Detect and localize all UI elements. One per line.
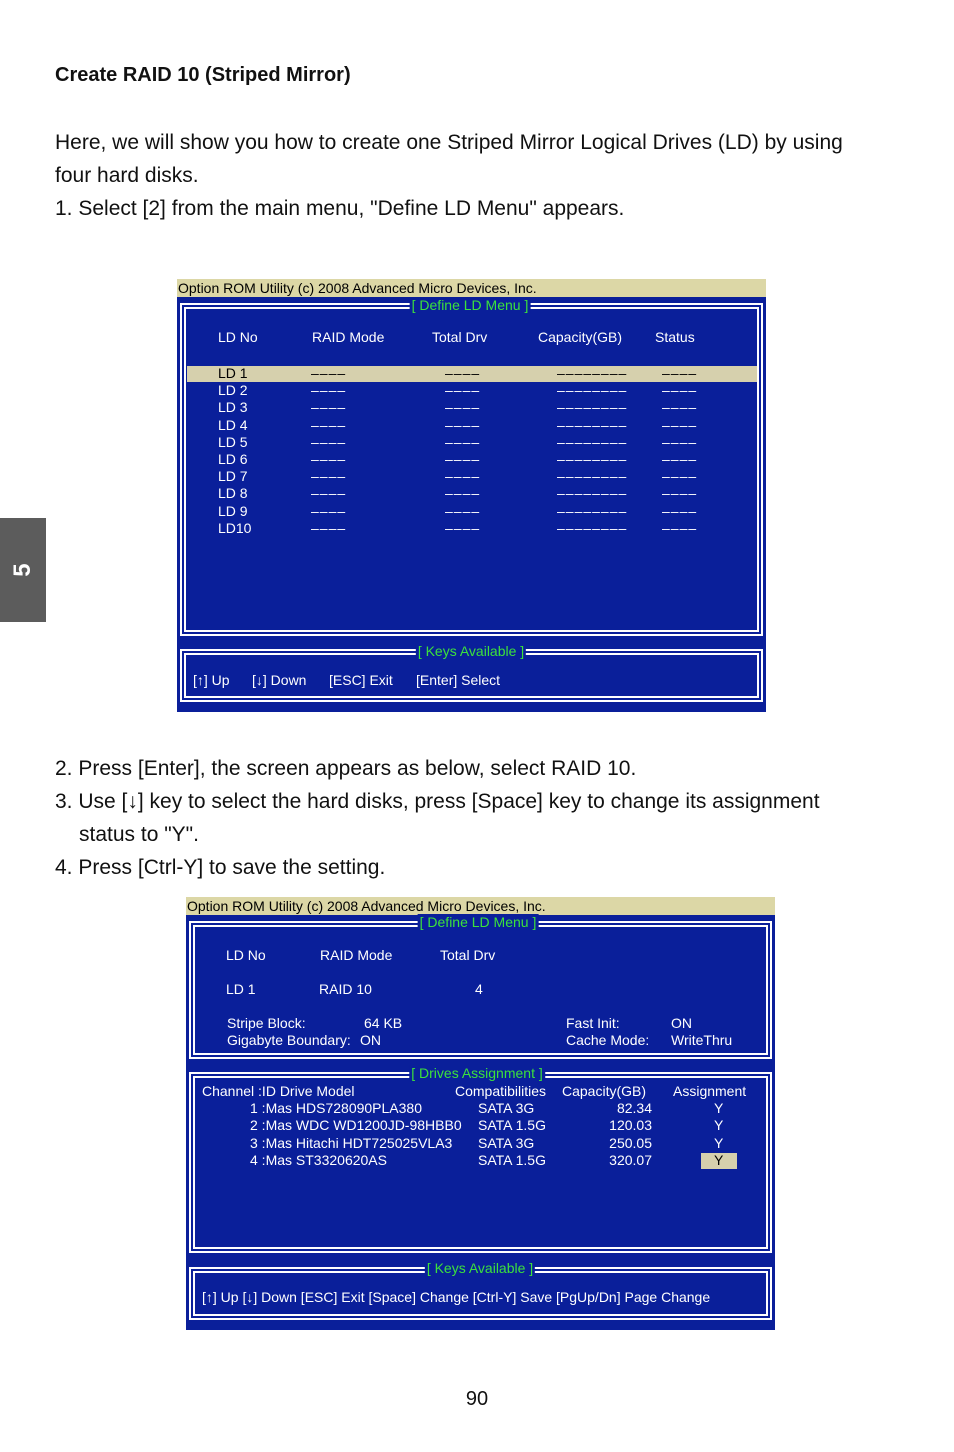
- header-channel-id-model: Channel :ID Drive Model: [202, 1083, 355, 1099]
- ld-row-capacity: ––––––––: [557, 451, 628, 467]
- ld-row-capacity: ––––––––: [557, 365, 628, 381]
- ld-row-raid-mode: ––––: [311, 519, 347, 536]
- header-raid-mode: RAID Mode: [320, 947, 393, 963]
- header-total-drv: Total Drv: [432, 329, 488, 345]
- ld-row-total-drv: ––––: [445, 399, 481, 416]
- ld-row-status: ––––: [662, 485, 698, 502]
- ld-row-total-drv: ––––: [445, 382, 481, 399]
- ld-row-status: ––––: [662, 399, 698, 416]
- ld-row-ld-no: LD 7: [218, 468, 248, 485]
- drive-assignment[interactable]: Y: [714, 1134, 724, 1151]
- define-ld-caption: [ Define LD Menu ]: [411, 297, 529, 313]
- ld-row-status: ––––: [662, 451, 698, 467]
- section-heading: Create RAID 10 (Striped Mirror): [55, 64, 351, 86]
- header-assignment: Assignment: [673, 1083, 747, 1099]
- ld-row-status: ––––: [662, 416, 698, 433]
- drive-id-model: 3 :Mas Hitachi HDT725025VLA3: [250, 1134, 453, 1151]
- utility-title-bar: Option ROM Utility (c) 2008 Advanced Micro Devices, Inc.: [177, 279, 766, 297]
- ld-row-capacity: ––––––––: [557, 468, 628, 485]
- header-capacity: Capacity(GB): [538, 329, 623, 345]
- keys-caption: [ Keys Available ]: [417, 643, 525, 659]
- drive-assignment[interactable]: Y: [714, 1117, 724, 1134]
- ld-row-capacity: ––––––––: [557, 519, 628, 536]
- drive-capacity: 320.07: [609, 1151, 652, 1168]
- ld-row-raid-mode: ––––: [311, 433, 347, 450]
- ld-row-total-drv: ––––: [445, 365, 481, 381]
- ld-row-raid-mode: ––––: [311, 416, 347, 433]
- cache-mode-label: Cache Mode:: [566, 1032, 650, 1048]
- step-3-line-2: status to "Y".: [79, 823, 199, 846]
- ld-row-total-drv: ––––: [445, 502, 481, 519]
- ld-row-ld-no: LD 9: [218, 502, 248, 519]
- stripe-block-label: Stripe Block:: [227, 1015, 306, 1031]
- ld-row-ld-no: LD 6: [218, 451, 248, 467]
- header-ld-no: LD No: [218, 329, 258, 345]
- ld-row-ld-no: LD 8: [218, 485, 248, 502]
- drive-assignment[interactable]: Y: [714, 1100, 724, 1116]
- drive-compat: SATA 1.5G: [478, 1151, 546, 1168]
- header-status: Status: [655, 329, 695, 345]
- step-2: 2. Press [Enter], the screen appears as below, select RAID 10.: [55, 757, 637, 780]
- ld-row-capacity: ––––––––: [557, 502, 628, 519]
- ld-row-status: ––––: [662, 468, 698, 485]
- bios-screen-define-ld-menu: [177, 279, 766, 712]
- drive-compat: SATA 3G: [478, 1134, 535, 1151]
- ld-row-capacity: ––––––––: [557, 399, 628, 416]
- ld-row-status: ––––: [662, 382, 698, 399]
- ld-row-total-drv: ––––: [445, 468, 481, 485]
- ld-row-raid-mode: ––––: [311, 382, 347, 399]
- ld-row-ld-no: LD 3: [218, 399, 248, 416]
- gigabyte-boundary-value[interactable]: ON: [360, 1032, 381, 1048]
- raid-mode-value[interactable]: RAID 10: [319, 981, 372, 997]
- drive-id-model: 4 :Mas ST3320620AS: [250, 1151, 387, 1168]
- ld-row-raid-mode: ––––: [311, 451, 347, 467]
- intro-paragraph: [55, 126, 905, 225]
- ld-row-raid-mode: ––––: [311, 502, 347, 519]
- key-select: [Enter] Select: [416, 672, 501, 688]
- drive-capacity: 82.34: [616, 1100, 652, 1116]
- ld-row-ld-no: LD 1: [218, 365, 248, 381]
- ld-row-status: ––––: [662, 502, 698, 519]
- chapter-number: 5: [9, 563, 36, 577]
- drive-id-model: 1 :Mas HDS728090PLA380: [250, 1100, 422, 1116]
- gigabyte-boundary-label: Gigabyte Boundary:: [227, 1032, 351, 1048]
- ld-row-ld-no: LD10: [218, 519, 252, 536]
- keys-caption: [ Keys Available ]: [426, 1260, 534, 1276]
- drives-assignment-caption: [ Drives Assignment ]: [411, 1065, 543, 1081]
- ld-row-raid-mode: ––––: [311, 485, 347, 502]
- ld-row-raid-mode: ––––: [311, 399, 347, 416]
- ld-row-total-drv: ––––: [445, 451, 481, 467]
- ld-row-raid-mode: ––––: [311, 365, 347, 381]
- drive-assignment[interactable]: Y: [714, 1151, 724, 1168]
- drive-id-model: 2 :Mas WDC WD1200JD-98HBB0: [250, 1117, 462, 1134]
- ld-row-ld-no: LD 5: [218, 433, 248, 450]
- ld-row-capacity: ––––––––: [557, 416, 628, 433]
- page-number: 90: [465, 1388, 489, 1410]
- ld-row-total-drv: ––––: [445, 416, 481, 433]
- fast-init-value[interactable]: ON: [671, 1015, 692, 1031]
- ld-row-status: ––––: [662, 519, 698, 536]
- total-drv-value: 4: [475, 981, 483, 997]
- drive-compat: SATA 1.5G: [478, 1117, 546, 1134]
- ld-row-total-drv: ––––: [445, 485, 481, 502]
- utility-title-bar: Option ROM Utility (c) 2008 Advanced Micro Devices, Inc.: [186, 897, 775, 915]
- key-down: [↓] Down: [252, 672, 307, 688]
- drive-capacity: 250.05: [609, 1134, 652, 1151]
- header-raid-mode: RAID Mode: [312, 329, 385, 345]
- define-ld-caption: [ Define LD Menu ]: [419, 914, 537, 930]
- cache-mode-value[interactable]: WriteThru: [671, 1032, 733, 1048]
- drive-compat: SATA 3G: [478, 1100, 535, 1116]
- intro-line-1: Here, we will show you how to create one Striped Mirror Logical Drives (LD) by using: [55, 131, 843, 154]
- ld-row-total-drv: ––––: [445, 433, 481, 450]
- step-1: 1. Select [2] from the main menu, "Define LD Menu" appears.: [55, 197, 625, 220]
- keys-line: [↑] Up [↓] Down [ESC] Exit [Space] Change [Ctrl-Y] Save [PgUp/Dn] Page Change: [202, 1289, 711, 1305]
- header-compatibilities: Compatibilities: [455, 1083, 547, 1099]
- step-4: 4. Press [Ctrl-Y] to save the setting.: [55, 856, 386, 879]
- steps-paragraph: [55, 752, 905, 884]
- ld-no-value: LD 1: [226, 981, 256, 997]
- step-3-line-1: 3. Use [↓] key to select the hard disks, press [Space] key to change its assignment: [55, 790, 820, 813]
- fast-init-label: Fast Init:: [566, 1015, 620, 1031]
- ld-row-capacity: ––––––––: [557, 485, 628, 502]
- header-total-drv: Total Drv: [440, 947, 496, 963]
- key-up: [↑] Up: [193, 672, 230, 688]
- ld-row-ld-no: LD 2: [218, 382, 248, 399]
- ld-row-status: ––––: [662, 433, 698, 450]
- stripe-block-value[interactable]: 64 KB: [364, 1015, 403, 1031]
- ld-row-total-drv: ––––: [445, 519, 481, 536]
- ld-row-ld-no: LD 4: [218, 416, 248, 433]
- drive-capacity: 120.03: [609, 1117, 652, 1134]
- intro-line-2: four hard disks.: [55, 164, 199, 187]
- chapter-tab: [0, 518, 46, 622]
- ld-row-capacity: ––––––––: [557, 433, 628, 450]
- header-capacity: Capacity(GB): [562, 1083, 647, 1099]
- ld-row-raid-mode: ––––: [311, 468, 347, 485]
- key-exit: [ESC] Exit: [329, 672, 393, 688]
- ld-row-status: ––––: [662, 365, 698, 381]
- ld-row-capacity: ––––––––: [557, 382, 628, 399]
- bios-screen-raid10-setup: [186, 897, 775, 1330]
- header-ld-no: LD No: [226, 947, 266, 963]
